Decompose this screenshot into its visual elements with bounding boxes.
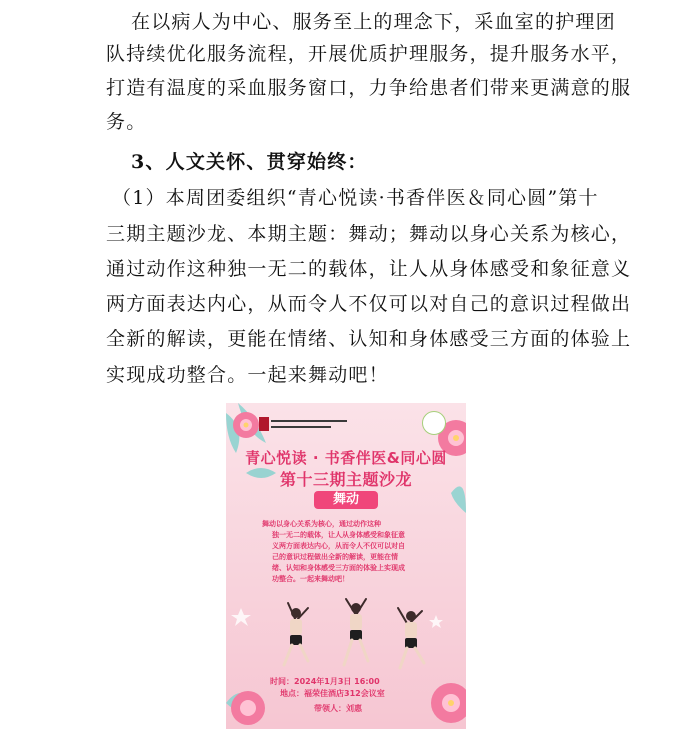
poster-time: 时间：2024年1月3日 16:00 [270, 677, 380, 686]
poster-title-line-2: 第十三期主题沙龙 [279, 470, 412, 489]
paragraph-1-line-4: 务。 [106, 111, 147, 133]
paragraph-2-line-1: （1）本周团委组织“青心悦读·书香伴医＆同心圆”第十 [112, 187, 599, 209]
poster-body-line-6: 功整合。一起来舞动吧！ [272, 575, 349, 583]
event-poster-image [226, 403, 466, 729]
green-circle-logo-icon [422, 411, 446, 435]
poster-body-line-3: 义两方面表达内心，从而令人不仅可以对自 [272, 542, 405, 550]
paragraph-2-line-6: 实现成功整合。一起来舞动吧！ [106, 364, 389, 386]
poster-leader: 带领人：刘惠 [314, 704, 362, 713]
paragraph-2-line-5: 全新的解读，更能在情绪、认知和身体感受三方面的体验上 [106, 328, 632, 350]
paragraph-1-line-1: 在以病人为中心、服务至上的理念下，采血室的护理团 [131, 11, 616, 33]
paragraph-1-line-2: 队持续优化服务流程，开展优质护理服务，提升服务水平， [106, 43, 632, 65]
poster-body-line-5: 绪、认知和身体感受三方面的体验上实现成 [272, 564, 405, 572]
paragraph-1-line-3: 打造有温度的采血服务窗口，力争给患者们带来更满意的服 [106, 77, 632, 99]
poster-body-line-1: 舞动以身心关系为核心，通过动作这种 [262, 520, 381, 528]
paragraph-2-line-3: 通过动作这种独一无二的载体，让人从身体感受和象征意义 [106, 258, 632, 280]
poster-body-line-2: 独一无二的载体，让人从身体感受和象征意 [272, 531, 405, 539]
poster-theme-badge: 舞动 [314, 491, 378, 509]
poster-body-line-4: 己的意识过程做出全新的解读，更能在情 [272, 553, 398, 561]
poster-place: 地点：福荣佳酒店312会议室 [280, 689, 385, 698]
section-heading-3: 3、人文关怀、贯穿始终： [131, 151, 368, 173]
paragraph-2-line-2: 三期主题沙龙、本期主题：舞动；舞动以身心关系为核心， [106, 223, 632, 245]
hospital-logo-icon [259, 415, 349, 433]
paragraph-2-line-4: 两方面表达内心，从而令人不仅可以对自己的意识过程做出 [106, 293, 632, 315]
poster-title-line-1: 青心悦读 · 书香伴医&同心圆 [245, 449, 447, 467]
